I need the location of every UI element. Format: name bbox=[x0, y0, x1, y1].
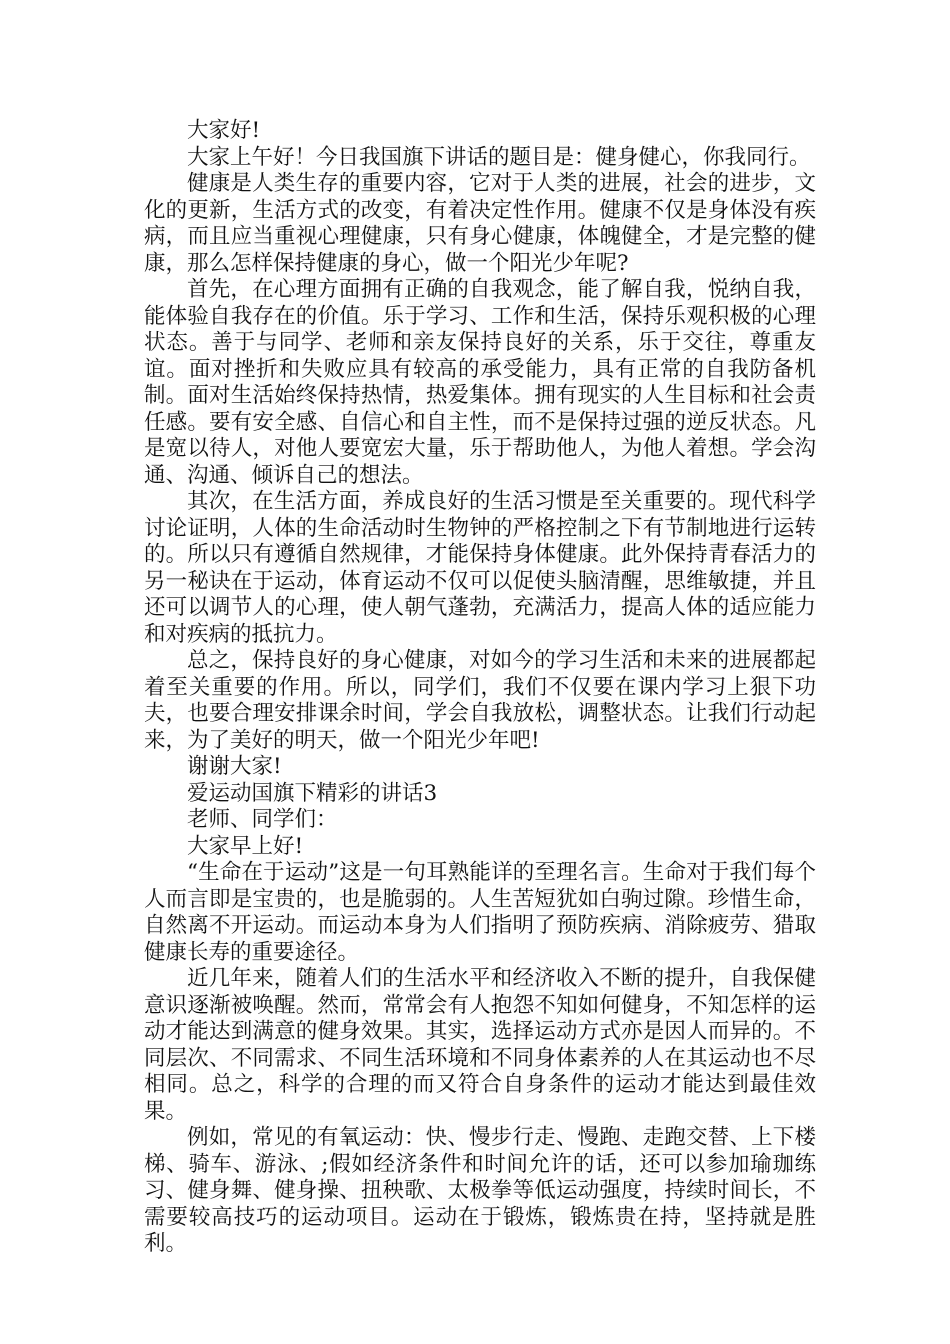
paragraph-lifestyle: 其次，在生活方面，养成良好的生活习惯是至关重要的。现代科学讨论证明，人体的生命活动时生物钟的严格控制之下有节制地进行运转的。所以只有遵循自然规律，才能保持身体健康。此外保持青春活力的另一秘诀在于运动，体育运动不仅可以促使头脑清醒，思维敏捷，并且还可以调节人的心理，使人朝气蓬勃，充满活力，提高人体的适应能力和对疾病的抵抗力。 bbox=[144, 489, 816, 647]
document-body bbox=[144, 118, 816, 1258]
paragraph-conclusion: 总之，保持良好的身心健康，对如今的学习生活和未来的进展都起着至关重要的作用。所以，同学们，我们不仅要在课内学习上狠下功夫，也要合理安排课余时间，学会自我放松，调整状态。让我们行动起来，为了美好的明天，做一个阳光少年吧! bbox=[144, 648, 816, 753]
section-title: 爱运动国旗下精彩的讲话3 bbox=[187, 780, 438, 806]
paragraph-intro: 大家上午好！今日我国旗下讲话的题目是：健身健心，你我同行。 bbox=[187, 144, 811, 170]
paragraph-life-in-motion: “生命在于运动”这是一句耳熟能详的至理名言。生命对于我们每个人而言即是宝贵的，也是脆弱的。人生苦短犹如白驹过隙。珍惜生命，自然离不开运动。而运动本身为人们指明了预防疾病、消除疲劳、猎取健康长寿的重要途径。 bbox=[144, 860, 816, 965]
paragraph-psychology: 首先，在心理方面拥有正确的自我观念，能了解自我，悦纳自我，能体验自我存在的价值。乐于学习、工作和生活，保持乐观积极的心理状态。善于与同学、老师和亲友保持良好的关系，乐于交往，尊重友谊。面对挫折和失败应具有较高的承受能力，具有正常的自我防备机制。面对生活始终保持热情，热爱集体。拥有现实的人生目标和社会责任感。要有安全感、自信心和自主性，而不是保持过强的逆反状态。凡是宽以待人，对他人要宽宏大量，乐于帮助他人，为他人着想。学会沟通、沟通、倾诉自己的想法。 bbox=[144, 277, 816, 488]
greeting-morning: 大家早上好! bbox=[187, 833, 304, 859]
greeting: 大家好! bbox=[187, 118, 261, 143]
thanks: 谢谢大家! bbox=[187, 754, 282, 779]
salutation: 老师、同学们： bbox=[187, 807, 338, 832]
paragraph-recent-years: 近几年来，随着人们的生活水平和经济收入不断的提升，自我保健意识逐渐被唤醒。然而，常常会有人抱怨不知如何健身，不知怎样的运动才能达到满意的健身效果。其实，选择运动方式亦是因人而异的。不同层次、不同需求、不同生活环境和不同身体素养的人在其运动也不尽相同。总之，科学的合理的而又符合自身条件的运动才能达到最佳效果。 bbox=[144, 966, 816, 1124]
paragraph-examples: 例如，常见的有氧运动：快、慢步行走、慢跑、走跑交替、上下楼梯、骑车、游泳、;假如经济条件和时间允许的话，还可以参加瑜珈练习、健身舞、健身操、扭秧歌、太极拳等低运动强度，持续时间长，不需要较高技巧的运动项目。运动在于锻炼，锻炼贵在持，坚持就是胜利。 bbox=[144, 1125, 816, 1256]
paragraph-health: 健康是人类生存的重要内容，它对于人类的进展，社会的进步，文化的更新，生活方式的改变，有着决定性作用。健康不仅是身体没有疾病，而且应当重视心理健康，只有身心健康，体魄健全，才是完整的健康，那么怎样保持健康的身心，做一个阳光少年呢? bbox=[144, 171, 816, 276]
